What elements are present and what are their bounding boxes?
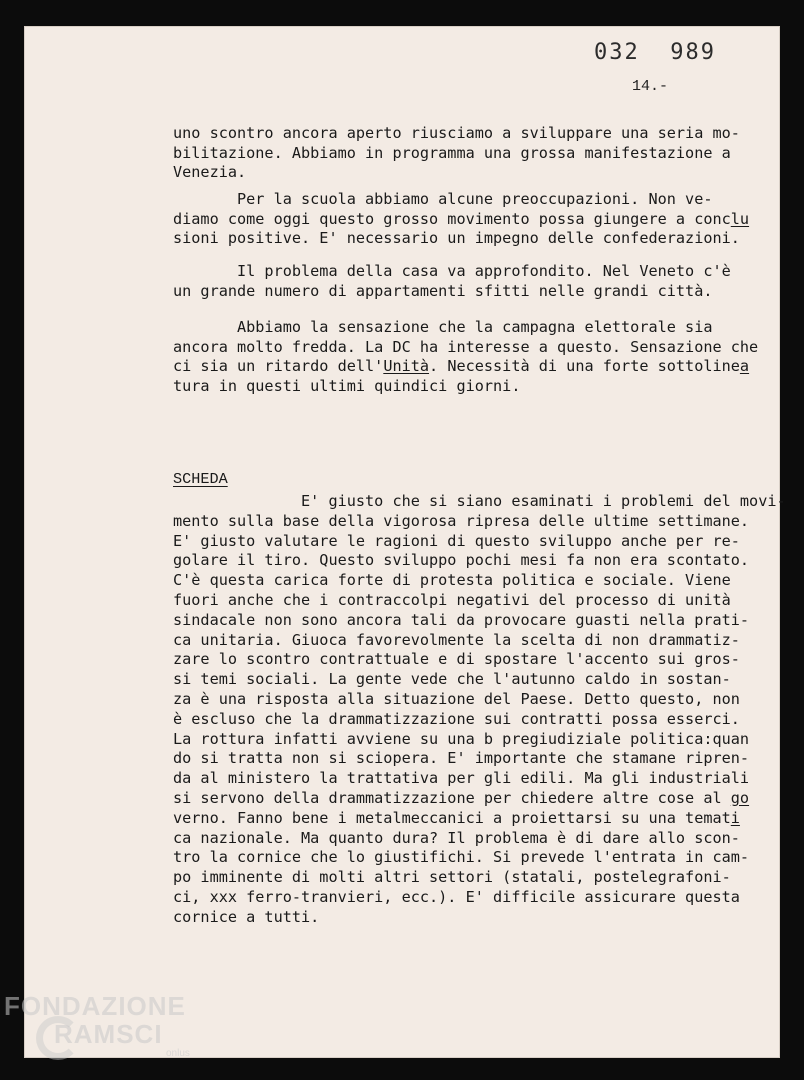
text-line: sindacale non sono ancora tali da provocare guasti nella prati-: [173, 610, 750, 629]
text-line: za è una risposta alla situazione del Paese. Detto questo, non: [173, 689, 740, 708]
section-heading: SCHEDA: [173, 470, 228, 488]
paragraph-1: [173, 124, 773, 183]
text-line: è escluso che la drammatizzazione sui contratti possa esserci.: [173, 709, 740, 728]
text-line: ci sia un ritardo dell': [173, 357, 384, 375]
gramsci-logo-icon: [36, 1016, 80, 1060]
fondazione-gramsci-watermark: [4, 991, 190, 1059]
watermark-line-1: FONDAZIONE: [4, 991, 186, 1021]
text-line: cornice a tutti.: [173, 907, 320, 926]
text-line: E' giusto valutare le ragioni di questo sviluppo anche per re-: [173, 531, 740, 550]
text-line: zare lo scontro contrattuale e di spostare l'accento sui gros-: [173, 650, 740, 669]
underlined-text: Unità: [383, 357, 430, 375]
text-line: golare il tiro. Questo sviluppo pochi mesi fa non era scontato.: [173, 551, 750, 570]
watermark-line-2: RAMSCI: [54, 1019, 163, 1049]
paragraph-4: [173, 318, 773, 396]
scheda-body: [173, 492, 786, 928]
text-line: E' giusto che si siano esaminati i problemi del movi-: [173, 492, 786, 510]
underlined-text: i: [730, 808, 740, 827]
text-line: Il problema della casa va approfondito. Nel Veneto c'è: [173, 262, 731, 280]
text-line: fuori anche che i contraccolpi negativi del processo di unità: [173, 590, 731, 609]
text-line: sioni positive. E' necessario un impegno delle confederazioni.: [173, 229, 740, 247]
text-line: do si tratta non si sciopera. E' importante che stamane ripren-: [173, 749, 750, 768]
text-line: ci, xxx ferro-tranvieri, ecc.). E' difficile assicurare questa: [173, 887, 740, 906]
text-line: da al ministero la trattativa per gli edili. Ma gli industriali: [173, 769, 750, 788]
text-line: po imminente di molti altri settori (statali, postelegrafoni-: [173, 868, 731, 887]
text-line: tura in questi ultimi quindici giorni.: [173, 376, 521, 395]
underlined-text: a: [739, 357, 750, 375]
text-line: mento sulla base della vigorosa ripresa delle ultime settimane.: [173, 511, 750, 530]
paragraph-2: [173, 190, 773, 249]
text-line: si temi sociali. La gente vede che l'autunno caldo in sostan-: [173, 670, 731, 689]
text-line: uno scontro ancora aperto riusciamo a sviluppare una seria mo-: [173, 124, 740, 142]
text-line: diamo come oggi questo grosso movimento possa giungere a conc: [173, 209, 731, 228]
text-line: si servono della drammatizzazione per chiedere altre cose al: [173, 788, 731, 807]
text-line: Venezia.: [173, 163, 247, 181]
underlined-text: lu: [730, 209, 750, 228]
text-line: C'è questa carica forte di protesta politica e sociale. Viene: [173, 571, 731, 590]
text-line: ca nazionale. Ma quanto dura? Il problema è di dare allo scon-: [173, 828, 740, 847]
text-line: verno. Fanno bene i metalmeccanici a proiettarsi su una temat: [173, 808, 731, 827]
archive-number: 032 989: [594, 40, 716, 65]
page-number: 14.-: [632, 78, 669, 95]
text-line: un grande numero di appartamenti sfitti nelle grandi città.: [173, 281, 713, 300]
text-line: Abbiamo la sensazione che la campagna elettorale sia: [173, 318, 713, 336]
text-line: bilitazione. Abbiamo in programma una grossa manifestazione a: [173, 143, 731, 162]
text-line: . Necessità di una forte sottoline: [429, 357, 740, 375]
watermark-onlus: onlus: [166, 1048, 190, 1059]
paragraph-3: [173, 262, 773, 301]
text-line: La rottura infatti avviene su una b pregiudiziale politica:quan: [173, 729, 750, 748]
text-line: tro la cornice che lo giustifichi. Si prevede l'entrata in cam-: [173, 848, 750, 867]
text-line: ca unitaria. Giuoca favorevolmente la scelta di non drammatiz-: [173, 630, 740, 649]
underlined-text: go: [730, 788, 750, 807]
text-line: ancora molto fredda. La DC ha interesse a questo. Sensazione che: [173, 337, 759, 356]
text-line: Per la scuola abbiamo alcune preoccupazioni. Non ve-: [173, 190, 713, 208]
